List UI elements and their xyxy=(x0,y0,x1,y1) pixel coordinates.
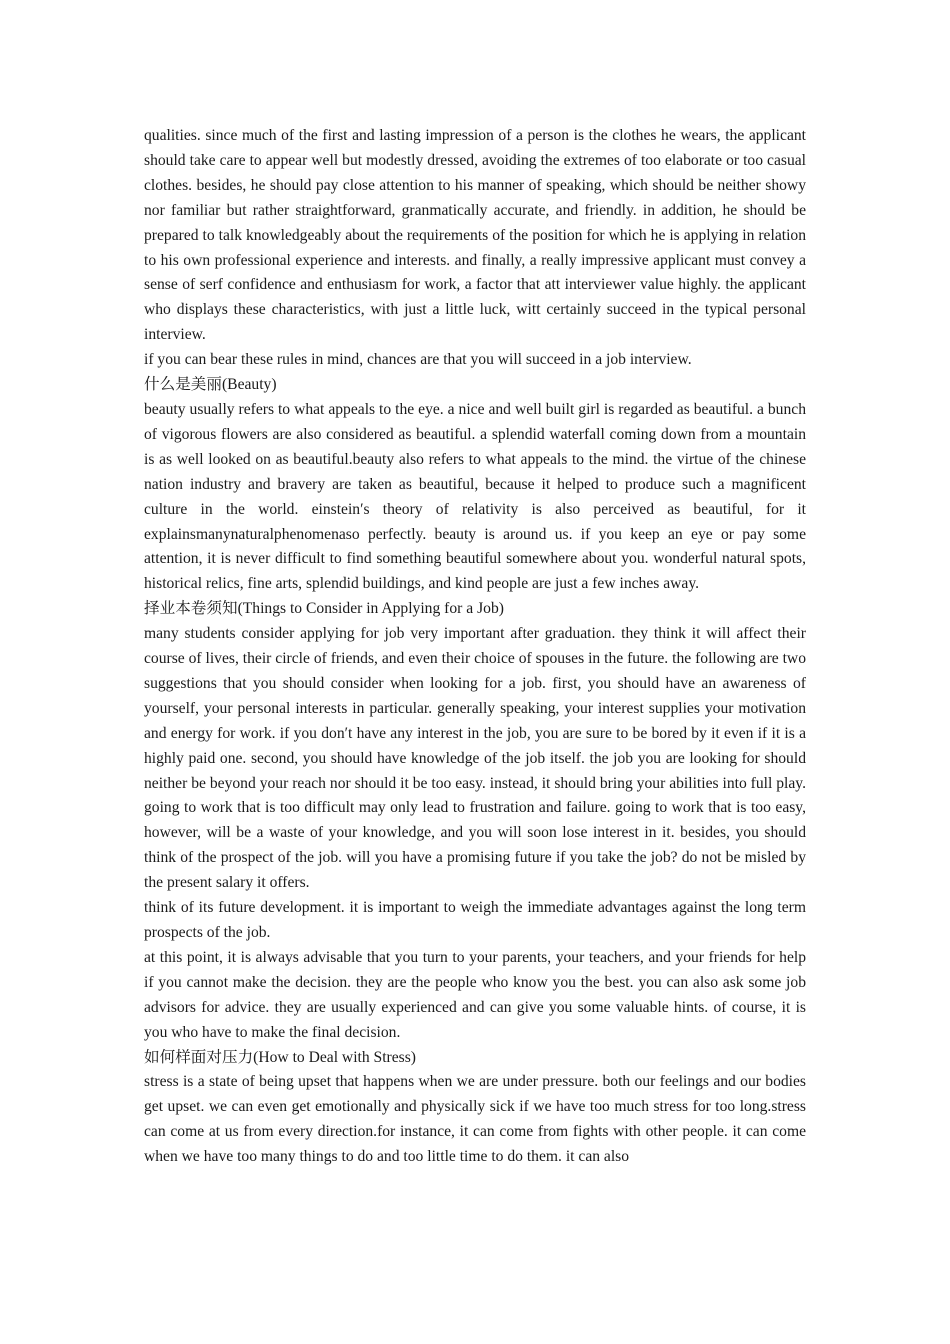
paragraph-job-suggestions: many students consider applying for job very important after graduation. they think it will affect their course of lives, their circle of friends, and even their choice of spouses in the future. the following are two suggestions that you should consider when looking for a job. first, you should have an awareness of yourself, your personal interests in particular. generally speaking, your interest supplies your motivation and energy for work. if you don′t have any interest in the job, you are sure to be bored by it even if it is a highly paid one. second, you should have knowledge of the job itself. the job you are looking for should neither be beyond your reach nor should it be too easy. instead, it should bring your abilities into full play. going to work that is too difficult may only lead to frustration and failure. going to work that is too easy, however, will be a waste of your knowledge, and you will soon lose interest in it. besides, you should think of the prospect of the job. will you have a promising future if you take the job? do not be misled by the present salary it offers. xyxy=(144,625,806,892)
paragraph-job-future: think of its future development. it is important to weigh the immediate advantages against the long term prospects of the job. xyxy=(144,899,806,941)
paragraph-interview-qualities: qualities. since much of the first and lasting impression of a person is the clothes he wears, the applicant should take care to appear well but modestly dressed, avoiding the extremes of too elaborate or too casual clothes. besides, he should pay close attention to his manner of speaking, which should be neither showy nor familiar but rather straightforward, granmatically accurate, and friendly. in addition, he should be prepared to talk knowledgeably about the requirements of the position for which he is applying in relation to his own professional experience and interests. and finally, a really impressive applicant must convey a sense of serf confidence and enthusiasm for work, a factor that att interviewer value highly. the applicant who displays these characteristics, with just a little luck, witt certainly succeed in the typical personal interview. xyxy=(144,127,806,344)
heading-applying-for-job: 择业本卷须知(Things to Consider in Applying for a Job) xyxy=(144,600,504,618)
heading-beauty: 什么是美丽(Beauty) xyxy=(144,376,277,394)
document-page xyxy=(144,124,806,1170)
paragraph-job-advice: at this point, it is always advisable that you turn to your parents, your teachers, and your friends for help if you cannot make the decision. they are the people who know you the best. you can also ask some job advisors for advice. they are usually experienced and can give you some valuable hints. of course, it is you who have to make the final decision. xyxy=(144,948,806,1041)
heading-stress: 如何样面对压力(How to Deal with Stress) xyxy=(144,1048,416,1066)
paragraph-interview-conclusion: if you can bear these rules in mind, chances are that you will succeed in a job interview. xyxy=(144,351,692,369)
paragraph-beauty: beauty usually refers to what appeals to the eye. a nice and well built girl is regarded as beautiful. a bunch of vigorous flowers are also considered as beautiful. a splendid waterfall coming down from a mountain is as well looked on as beautiful.beauty also refers to what appeals to the mind. the virtue of the chinese nation industry and bravery are taken as beautiful, because it helped to produce such a magnificent culture in the world. einstein′s theory of relativity is also perceived as beautiful, for it explainsmanynaturalphenomenaso perfectly. beauty is around us. if you keep an eye or pay some attention, it is never difficult to find something beautiful somewhere about you. wonderful natural spots, historical relics, fine arts, splendid buildings, and kind people are just a few inches away. xyxy=(144,400,806,593)
paragraph-stress: stress is a state of being upset that happens when we are under pressure. both our feelings and our bodies get upset. we can even get emotionally and physically sick if we have too much stress for too long.stress can come at us from every direction.for instance, it can come from fights with other people. it can come when we have too many things to do and too little time to do them. it can also xyxy=(144,1073,806,1166)
